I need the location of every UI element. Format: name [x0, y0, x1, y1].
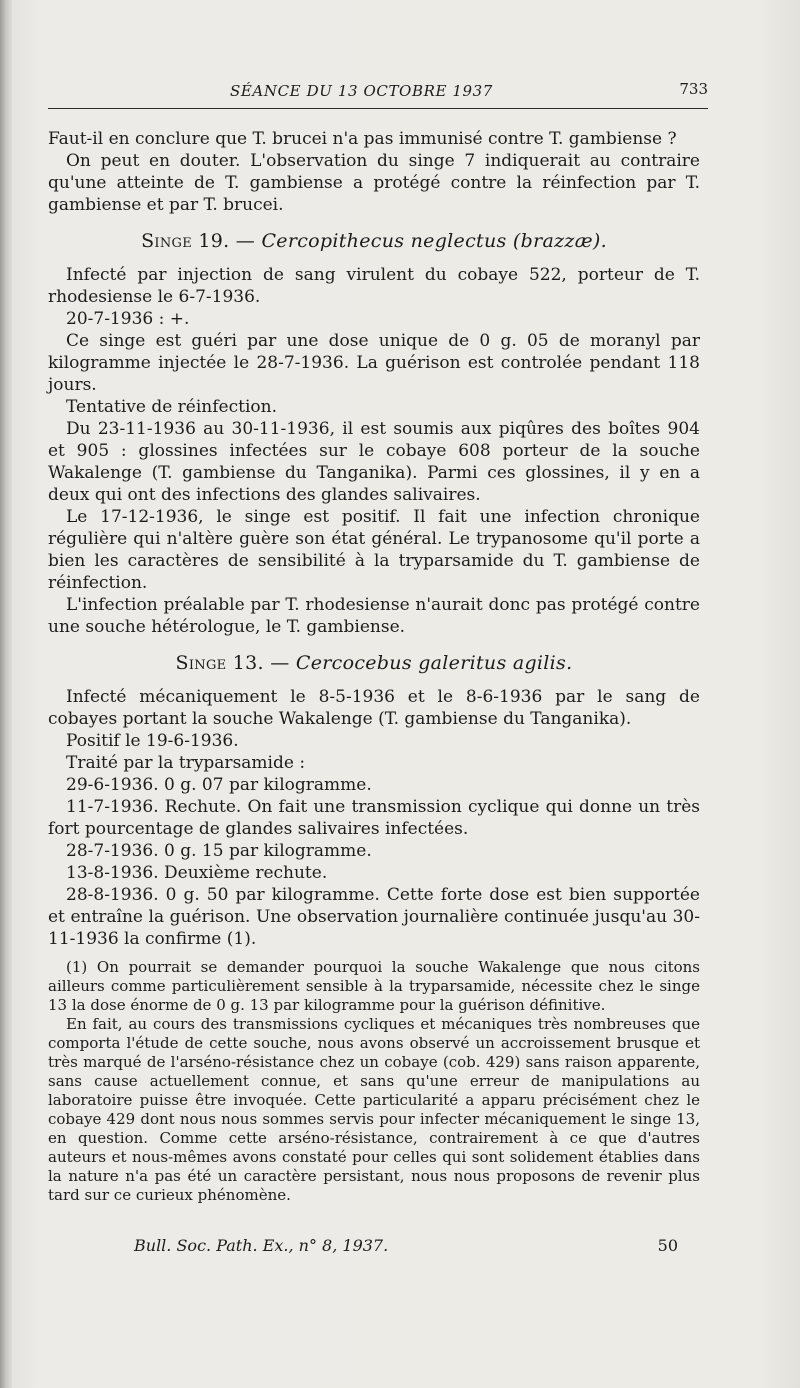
binding-gutter [0, 0, 12, 1388]
paragraph: Positif le 19-6-1936. [66, 731, 239, 751]
paragraph: L'infection préalable par T. rhodesiense n'aurait donc pas protégé contre une souche hétérologue, le T. gambiense. [48, 595, 700, 637]
paragraph: 28-7-1936. 0 g. 15 par kilogramme. [66, 841, 372, 861]
paragraph: 29-6-1936. 0 g. 07 par kilogramme. [66, 775, 372, 795]
paragraph: Ce singe est guéri par une dose unique de 0 g. 05 de moranyl par kilogramme injectée le 28-7-1936. La guérison est controlée pendant 118 jours. [48, 331, 700, 395]
heading-dash: — [235, 230, 256, 252]
paragraph: Du 23-11-1936 au 30-11-1936, il est soumis aux piqûres des boîtes 904 et 905 : glossines infectées sur le cobaye 608 porteur de la souche Wakalenge (T. gambiense du Tanganika). Parmi ces glossines, il y en a deux qui ont des infections des glandes salivaires. [48, 419, 700, 505]
heading-species: Cercocebus galeritus agilis. [295, 652, 573, 674]
body-text [48, 128, 700, 950]
paragraph: On peut en douter. L'observation du singe 7 indiquerait au contraire qu'une atteinte de T. gambiense a protégé contre la réinfection par T. gambiense et par T. brucei. [48, 151, 700, 215]
paragraph: 28-8-1936. 0 g. 50 par kilogramme. Cette forte dose est bien supportée et entraîne la guérison. Une observation journalière continuée jusqu'au 30-11-1936 la confirme (1). [48, 885, 700, 949]
running-head [48, 78, 708, 104]
paragraph: Infecté mécaniquement le 8-5-1936 et le 8-6-1936 par le sang de cobayes portant la souche Wakalenge (T. gambiense du Tanganika). [48, 687, 700, 729]
paragraph: 20-7-1936 : +. [66, 309, 190, 329]
signature-mark: 50 [657, 1236, 678, 1255]
paragraph: Faut-il en conclure que T. brucei n'a pas immunisé contre T. gambiense ? [48, 129, 677, 149]
header-rule [48, 108, 708, 109]
paragraph: 13-8-1936. Deuxième rechute. [66, 863, 328, 883]
footnotes [48, 958, 700, 1205]
heading-label: Singe 19. [141, 230, 230, 252]
paragraph: 11-7-1936. Rechute. On fait une transmission cyclique qui donne un très fort pourcentage de glandes salivaires infectées. [48, 797, 700, 839]
footnote: (1) On pourrait se demander pourquoi la souche Wakalenge que nous citons ailleurs comme particulièrement sensible à la tryparsamide, nécessite chez le singe 13 la dose énorme de 0 g. 13 par kilogramme pour la guérison définitive. [48, 958, 700, 1014]
heading-label: Singe 13. [175, 652, 264, 674]
page-footer [48, 1236, 688, 1260]
paragraph: Le 17-12-1936, le singe est positif. Il fait une infection chronique régulière qui n'altère guère son état général. Le trypanosome qu'il porte a bien les caractères de sensibilité à la tryparsamide du T. gambiense de réinfection. [48, 507, 700, 593]
paragraph: Traité par la tryparsamide : [66, 753, 306, 773]
footnote: En fait, au cours des transmissions cycliques et mécaniques très nombreuses que comporta l'étude de cette souche, nous avons observé un accroissement brusque et très marqué de l'arséno-résistance chez un cobaye (cob. 429) sans raison apparente, sans cause actuellement connue, et sans qu'une erreur de manipulations au laboratoire puisse être invoquée. Cette particularité a apparu précisément chez le cobaye 429 dont nous nous sommes servis pour infecter mécaniquement le singe 13, en question. Comme cette arséno-résistance, contrairement à ce que d'autres auteurs et nous-mêmes avons constaté pour celles qui sont solidement établies dans la nature n'a pas été un caractère persistant, nous nous proposons de revenir plus tard sur ce curieux phénomène. [48, 1015, 700, 1204]
journal-reference: Bull. Soc. Path. Ex., n° 8, 1937. [134, 1236, 389, 1255]
section-heading-singe-13 [48, 652, 700, 674]
paragraph: Infecté par injection de sang virulent du cobaye 522, porteur de T. rhodesiense le 6-7-1936. [48, 265, 700, 307]
section-heading-singe-19 [48, 230, 700, 252]
page-number: 733 [679, 80, 708, 98]
running-head-title: SÉANCE DU 13 OCTOBRE 1937 [230, 82, 493, 100]
heading-dash: — [270, 652, 290, 674]
paragraph: Tentative de réinfection. [66, 397, 277, 417]
heading-species: Cercopithecus neglectus (brazzæ). [261, 230, 607, 252]
